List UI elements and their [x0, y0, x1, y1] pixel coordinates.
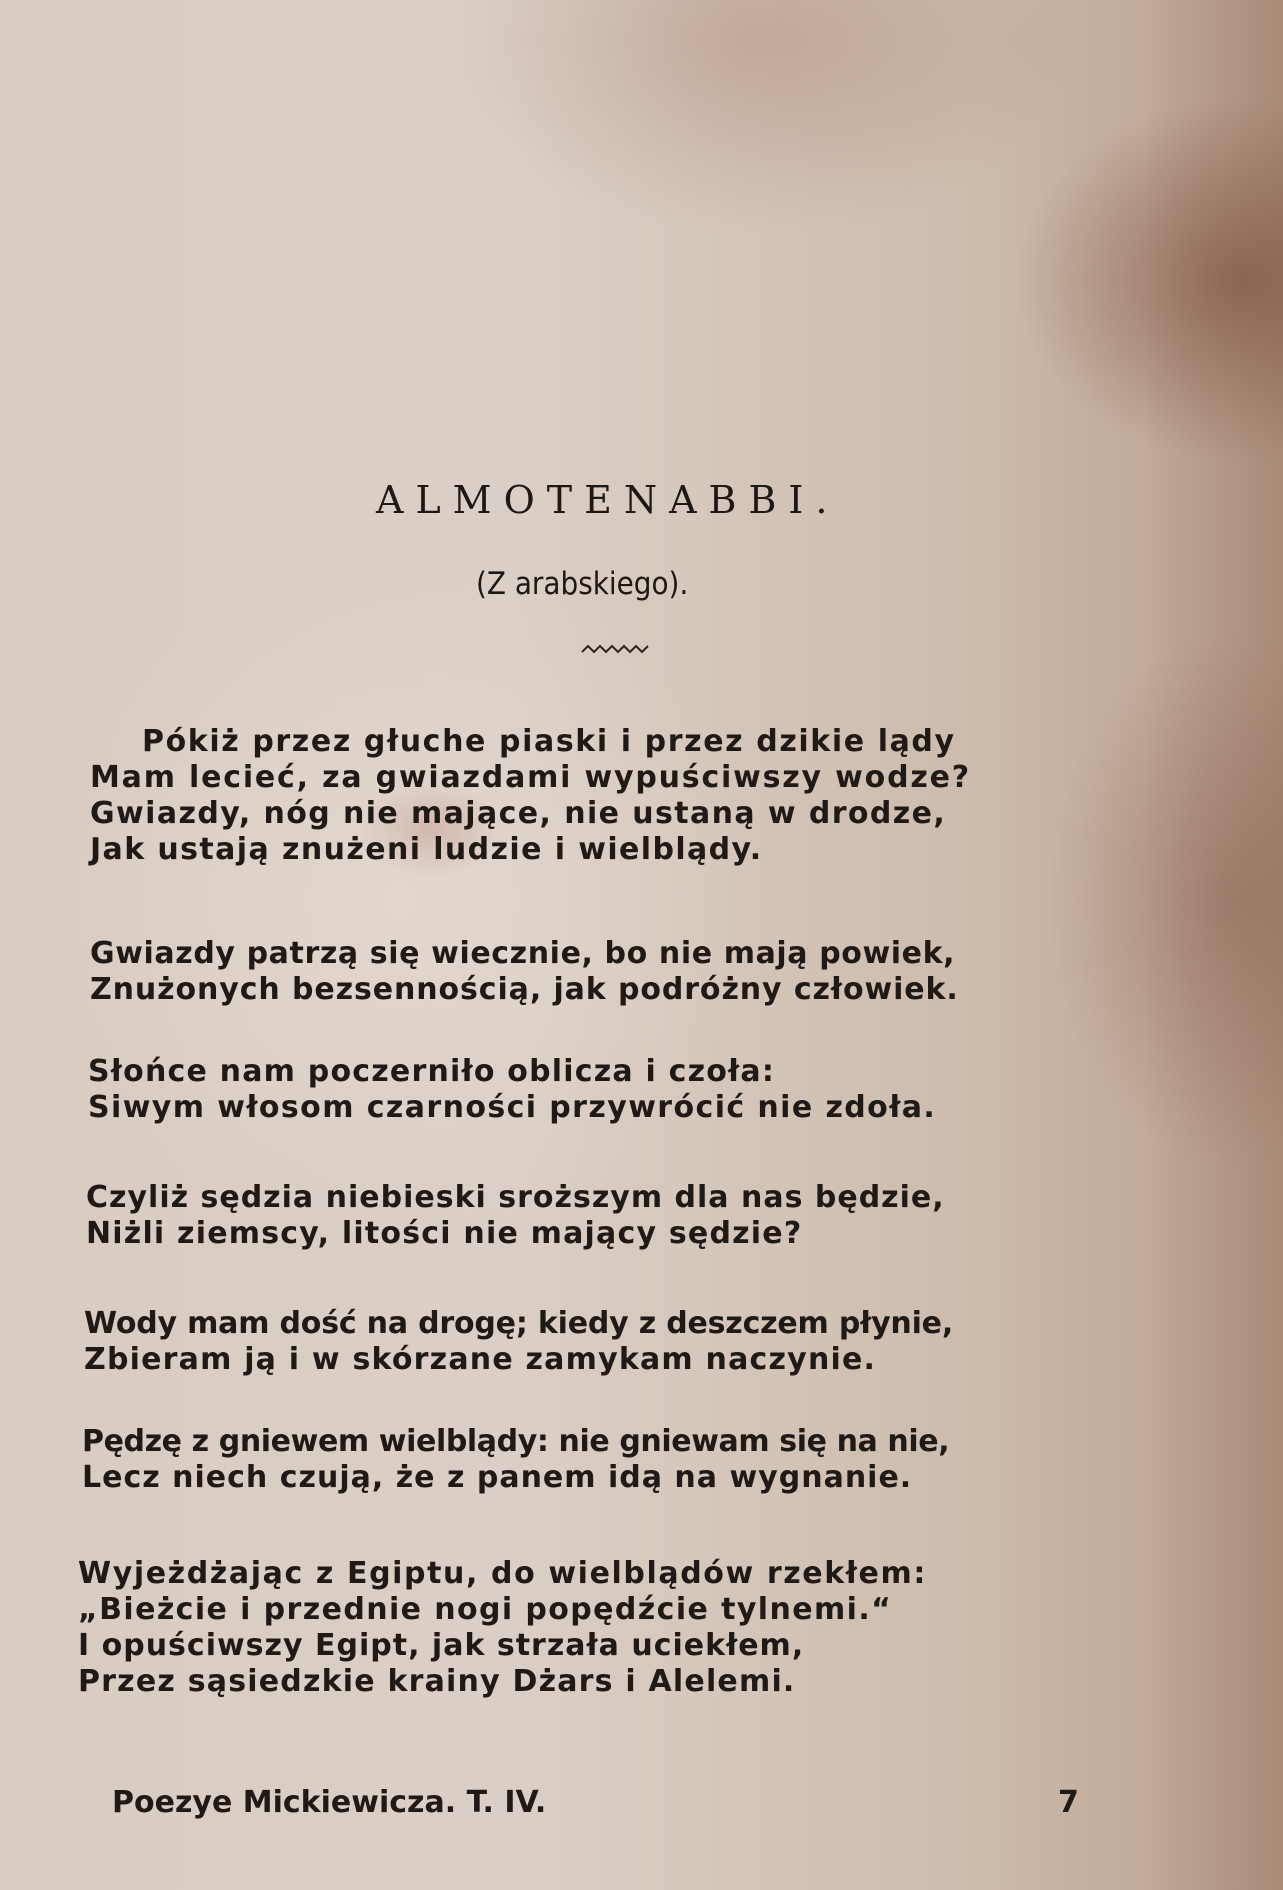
page-edge-shadow — [1143, 0, 1283, 1890]
verse-line: Jak ustają znużeni ludzie i wielblądy. — [90, 832, 763, 867]
verse-line: Czyliż sędzia niebieski sroższym dla nas będzie, — [86, 1180, 945, 1215]
verse-line: Pędzę z gniewem wielblądy: nie gniewam się na nie, — [82, 1424, 950, 1459]
wavy-line-ornament — [580, 642, 652, 656]
stanza-3 — [88, 1054, 968, 1126]
verse-line: I opuściwszy Egipt, jak strzała uciekłem, — [78, 1628, 805, 1663]
stanza-4 — [86, 1180, 966, 1252]
verse-line: Gwiazdy, nóg nie mające, nie ustaną w drodze, — [90, 796, 947, 831]
stanza-5 — [84, 1306, 964, 1378]
footer-signature: Poezye Mickiewicza. T. IV. — [112, 1785, 547, 1820]
verse-line: Zbieram ją i w skórzane zamykam naczynie. — [84, 1342, 877, 1377]
verse-line: „Bieżcie i przednie nogi popędźcie tylnemi.“ — [78, 1592, 893, 1627]
stanza-1 — [90, 724, 970, 868]
verse-line: Wyjeżdżając z Egiptu, do wielblądów rzekłem: — [78, 1556, 927, 1591]
poem-title: ALMOTENABBI. — [376, 478, 840, 522]
verse-line: Lecz niech czują, że z panem idą na wygnanie. — [82, 1460, 913, 1495]
stanza-7 — [78, 1556, 958, 1700]
verse-line: Siwym włosom czarności przywrócić nie zdoła. — [88, 1090, 937, 1125]
verse-line: Gwiazdy patrzą się wiecznie, bo nie mają powiek, — [90, 936, 956, 971]
verse-line: Niżli ziemscy, litości nie mający sędzie? — [86, 1216, 803, 1251]
poem-subtitle: (Z arabskiego). — [476, 566, 689, 602]
verse-line: Pókiż przez głuche piaski i przez dzikie lądy — [142, 724, 956, 759]
verse-line: Mam lecieć, za gwiazdami wypuściwszy wodze? — [90, 760, 971, 795]
verse-line: Wody mam dość na drogę; kiedy z deszczem płynie, — [84, 1306, 954, 1341]
verse-line: Przez sąsiedzkie krainy Dżars i Alelemi. — [78, 1664, 796, 1699]
verse-line: Słońce nam poczerniło oblicza i czoła: — [88, 1054, 776, 1089]
stanza-6 — [82, 1424, 962, 1496]
verse-line: Znużonych bezsennością, jak podróżny człowiek. — [90, 972, 959, 1007]
stanza-2 — [90, 936, 970, 1008]
page-number: 7 — [1058, 1785, 1079, 1820]
